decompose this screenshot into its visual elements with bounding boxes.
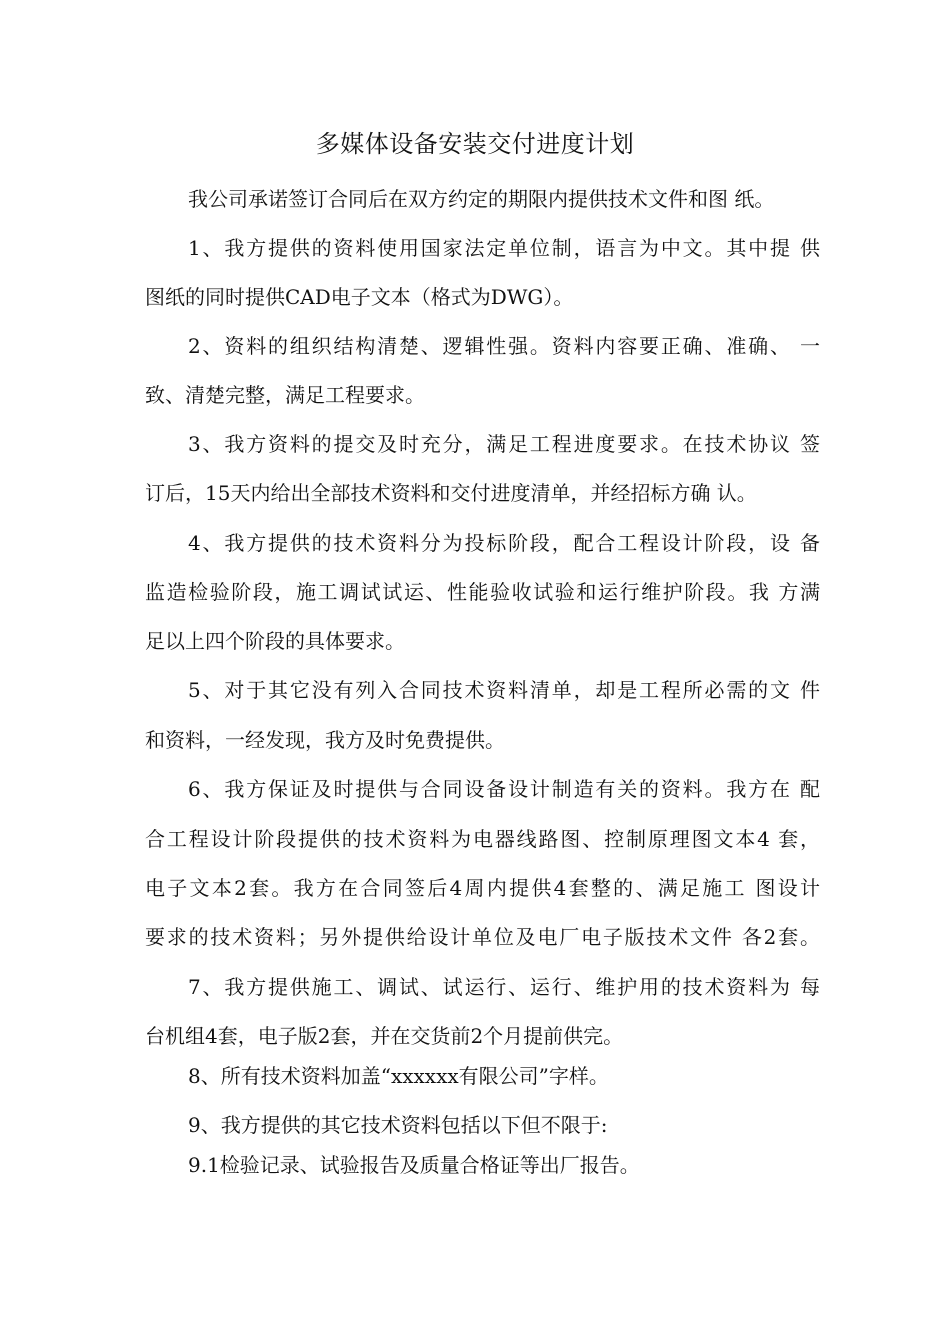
paragraph-7-line-1: 7、我方提供施工、调试、试运行、运行、维护用的技术资料为 每: [188, 975, 820, 999]
paragraph-5-line-1: 5、对于其它没有列入合同技术资料清单，却是工程所必需的文 件: [188, 678, 820, 702]
paragraph-1-line-1: 1、我方提供的资料使用国家法定单位制，语言为中文。其中提 供: [188, 236, 820, 260]
paragraph-1-line-2: 图纸的同时提供CAD电子文本（格式为DWG）。: [145, 285, 574, 309]
paragraph-2-line-2: 致、清楚完整，满足工程要求。: [145, 383, 425, 407]
paragraph-9: 9、我方提供的其它技术资料包括以下但不限于:: [188, 1113, 608, 1137]
paragraph-3-line-2: 订后，15天内给出全部技术资料和交付进度清单，并经招标方确 认。: [145, 481, 757, 505]
paragraph-4-line-2: 监造检验阶段，施工调试试运、性能验收试验和运行维护阶段。我 方满: [145, 580, 820, 604]
paragraph-6-line-3: 电子文本2套。我方在合同签后4周内提供4套整的、满足施工 图设计: [145, 876, 820, 900]
paragraph-intro: 我公司承诺签订合同后在双方约定的期限内提供技术文件和图 纸。: [188, 187, 775, 211]
paragraph-6-line-4: 要求的技术资料；另外提供给设计单位及电厂电子版技术文件 各2套。: [145, 925, 820, 949]
paragraph-7-line-2: 台机组4套，电子版2套，并在交货前2个月提前供完。: [145, 1024, 624, 1048]
paragraph-3-line-1: 3、我方资料的提交及时充分，满足工程进度要求。在技术协议 签: [188, 432, 820, 456]
paragraph-4-line-1: 4、我方提供的技术资料分为投标阶段，配合工程设计阶段，设 备: [188, 531, 820, 555]
paragraph-2-line-1: 2、资料的组织结构清楚、逻辑性强。资料内容要正确、准确、 一: [188, 334, 820, 358]
paragraph-4-line-3: 足以上四个阶段的具体要求。: [145, 629, 405, 653]
paragraph-6-line-2: 合工程设计阶段提供的技术资料为电器线路图、控制原理图文本4 套，: [145, 827, 820, 851]
paragraph-5-line-2: 和资料，一经发现，我方及时免费提供。: [145, 728, 505, 752]
paragraph-9-1: 9.1检验记录、试验报告及质量合格证等出厂报告。: [188, 1153, 640, 1177]
paragraph-8: 8、所有技术资料加盖“xxxxxx有限公司”字样。: [188, 1064, 609, 1088]
paragraph-6-line-1: 6、我方保证及时提供与合同设备设计制造有关的资料。我方在 配: [188, 777, 820, 801]
document-title: 多媒体设备安装交付进度计划: [315, 130, 635, 158]
